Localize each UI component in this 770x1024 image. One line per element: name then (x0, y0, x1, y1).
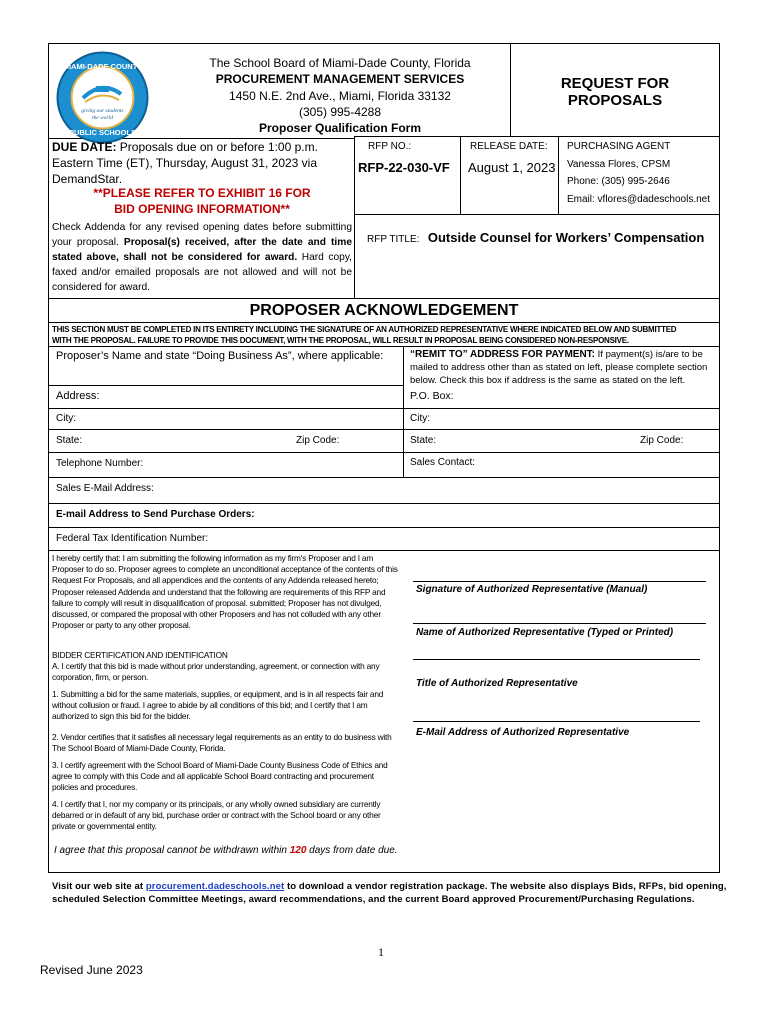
withdrawal-clause: I agree that this proposal cannot be withdrawn within 120 days from date due. (54, 845, 398, 856)
po-box-field[interactable]: P.O. Box: (410, 390, 454, 402)
rule (48, 429, 720, 430)
rule (48, 527, 720, 528)
ack-notice: WITH THE PROPOSAL. FAILURE TO PROVIDE THIS DOCUMENT, WITH THE PROPOSAL, WILL RESULT IN PROPOSAL BEING CONSIDERED NON-RESPONSIVE. (52, 336, 629, 345)
logo-motto: giving our students (81, 108, 124, 114)
rule (354, 214, 720, 215)
rfp-title (367, 229, 717, 247)
bidder-certification-title: BIDDER CERTIFICATION AND IDENTIFICATION (52, 650, 228, 660)
rfp-title-value: Outside Counsel for Workers’ Compensation (427, 230, 705, 245)
exhibit-notice: BID OPENING INFORMATION** (114, 202, 290, 216)
sales-email-field[interactable]: Sales E-Mail Address: (56, 483, 154, 494)
org-name: The School Board of Miami-Dade County, Florida (209, 56, 471, 70)
withdrawal-days: 120 (289, 845, 307, 856)
title-line[interactable] (413, 659, 700, 660)
rule (48, 385, 403, 386)
logo-bottom-text: PUBLIC SCHOOLS (68, 128, 137, 137)
certification-2: 2. Vendor certifies that it satisfies all necessary legal requirements as an entity to do business with The School Board of Miami-Dade County, Florida. (52, 732, 392, 754)
exhibit-notice: **PLEASE REFER TO EXHIBIT 16 FOR (93, 186, 311, 200)
certification-intro: I hereby certify that: I am submitting the following information as my firm's Proposer and I am Proposer to do so. Proposer agrees to complete an unconditional acceptance of the contents of this Request For Proposals, and all appendices and the contents of any Addenda released hereto; Proposer released Addenda and understand that the following are requirements of this RFP and failure to comply will result in disqualification of proposal. submitted; Proposer has not divulged, discussed, or compared the proposal with other Proposers and has not colluded with any other Proposer or party to any other proposal. (52, 553, 398, 631)
purchasing-agent-label: PURCHASING AGENT (567, 141, 671, 152)
document-type: REQUEST FOR PROPOSALS (560, 75, 670, 109)
address-field[interactable]: Address: (56, 390, 100, 402)
acknowledgement-heading: PROPOSER ACKNOWLEDGEMENT (249, 302, 519, 319)
release-date-label: RELEASE DATE: (470, 141, 548, 152)
rule (403, 346, 404, 477)
agent-email: Email: vflores@dadeschools.net (567, 194, 710, 205)
website-link[interactable]: procurement.dadeschools.net (145, 881, 285, 892)
due-date-text: Proposals due on or before 1:00 p.m. Eastern Time (ET), Thursday, August 31, 2023 via DemandStar. (52, 140, 318, 186)
zip-field[interactable]: Zip Code: (296, 435, 340, 446)
rule (460, 136, 461, 214)
rule (48, 322, 720, 323)
rfp-no-value: RFP-22-030-VF (358, 160, 450, 175)
due-date (52, 139, 352, 187)
state-field[interactable]: State: (56, 435, 83, 446)
page-number: 1 (378, 945, 384, 959)
form-title: Proposer Qualification Form (258, 121, 422, 135)
remit-to-field[interactable]: “REMIT TO” ADDRESS FOR PAYMENT: If payment(s) is/are to be mailed to address other than as stated on left, please complete section below. Check this box if address is the same as stated on the left. (410, 349, 708, 386)
addenda-notice: Check Addenda for any revised opening dates before submitting your proposal. Proposal(s) received, after the date and time stated above, shall not be considered for award. Hard copy, faxed and/or emailed proposals are not allowed and will not be considered for award. (52, 222, 352, 293)
proposer-name-field[interactable]: Proposer’s Name and state “Doing Business As”, where applicable: (56, 350, 384, 362)
rule (510, 43, 511, 136)
revision-date: Revised June 2023 (40, 963, 143, 977)
agent-name: Vanessa Flores, CPSM (567, 159, 671, 170)
rule (48, 503, 720, 504)
certification-a: A. I certify that this bid is made without prior understanding, agreement, or connection with any corporation, firm, or person. (52, 661, 380, 683)
rule (48, 408, 720, 409)
signature-label: Signature of Authorized Representative (Manual) (416, 584, 648, 595)
rule (354, 136, 355, 298)
rule (558, 136, 559, 214)
certification-3: 3. I certify agreement with the School Board of Miami-Dade County Business Code of Ethics and agree to comply with this Code and all applicable School Board contracting and procurement policies and procedures. (52, 760, 388, 793)
remit-zip-field[interactable]: Zip Code: (640, 435, 684, 446)
name-label: Name of Authorized Representative (Typed or Printed) (416, 627, 674, 638)
agent-phone: Phone: (305) 995-2646 (567, 176, 670, 187)
telephone-field[interactable]: Telephone Number: (56, 458, 144, 469)
office-address: 1450 N.E. 2nd Ave., Miami, Florida 33132 (229, 89, 451, 103)
school-logo (55, 50, 150, 145)
due-date-label: DUE DATE: (52, 140, 117, 154)
remit-state-field[interactable]: State: (410, 435, 437, 446)
rule (48, 452, 720, 453)
department-name: PROCUREMENT MANAGEMENT SERVICES (215, 72, 465, 86)
tax-id-field[interactable]: Federal Tax Identification Number: (56, 533, 209, 544)
city-field[interactable]: City: (56, 413, 76, 424)
rule (48, 550, 720, 551)
name-line[interactable] (413, 623, 706, 624)
rule (354, 136, 720, 137)
certification-1: 1. Submitting a bid for the same materials, supplies, or equipment, and is in all respects fair and without collusion or fraud. I agree to abide by all conditions of this bid; and I certify that I am authorized to sign this bid for the bidder. (52, 689, 384, 722)
sales-contact-field[interactable]: Sales Contact: (410, 457, 476, 468)
rfp-title-label: RFP TITLE: (367, 234, 420, 245)
rule (48, 298, 720, 299)
footer-notice: Visit our web site at procurement.dadeschools.net to download a vendor registration package. The website also displays Bids, RFPs, bid opening, scheduled Selection Committee Meetings, award recommendations, and the current Board approved Procurement/Purchasing Regulations. (52, 881, 727, 905)
ack-notice: THIS SECTION MUST BE COMPLETED IN ITS ENTIRETY INCLUDING THE SIGNATURE OF AN AUTHORIZED REPRESENTATIVE WHERE INDICATED BELOW AND SUBMITTED (52, 325, 677, 334)
title-label: Title of Authorized Representative (416, 678, 578, 689)
rule (48, 346, 720, 347)
signature-line[interactable] (413, 581, 706, 582)
rfp-no-label: RFP NO.: (368, 141, 412, 152)
release-date-value: August 1, 2023 (468, 160, 556, 175)
po-email-field[interactable]: E-mail Address to Send Purchase Orders: (56, 509, 255, 520)
email-label: E-Mail Address of Authorized Representative (416, 727, 630, 738)
remit-city-field[interactable]: City: (410, 413, 430, 424)
office-phone: (305) 995-4288 (298, 105, 382, 119)
logo-top-text: MIAMI-DADE COUNTY (62, 62, 143, 71)
email-line[interactable] (413, 721, 700, 722)
rule (48, 477, 720, 478)
logo-motto: the world (92, 115, 113, 121)
certification-4: 4. I certify that I, nor my company or its principals, or any wholly owned subsidiary are currently debarred or in default of any bid, purchase order or contract with the School board or any other private or governmental entity. (52, 799, 381, 832)
